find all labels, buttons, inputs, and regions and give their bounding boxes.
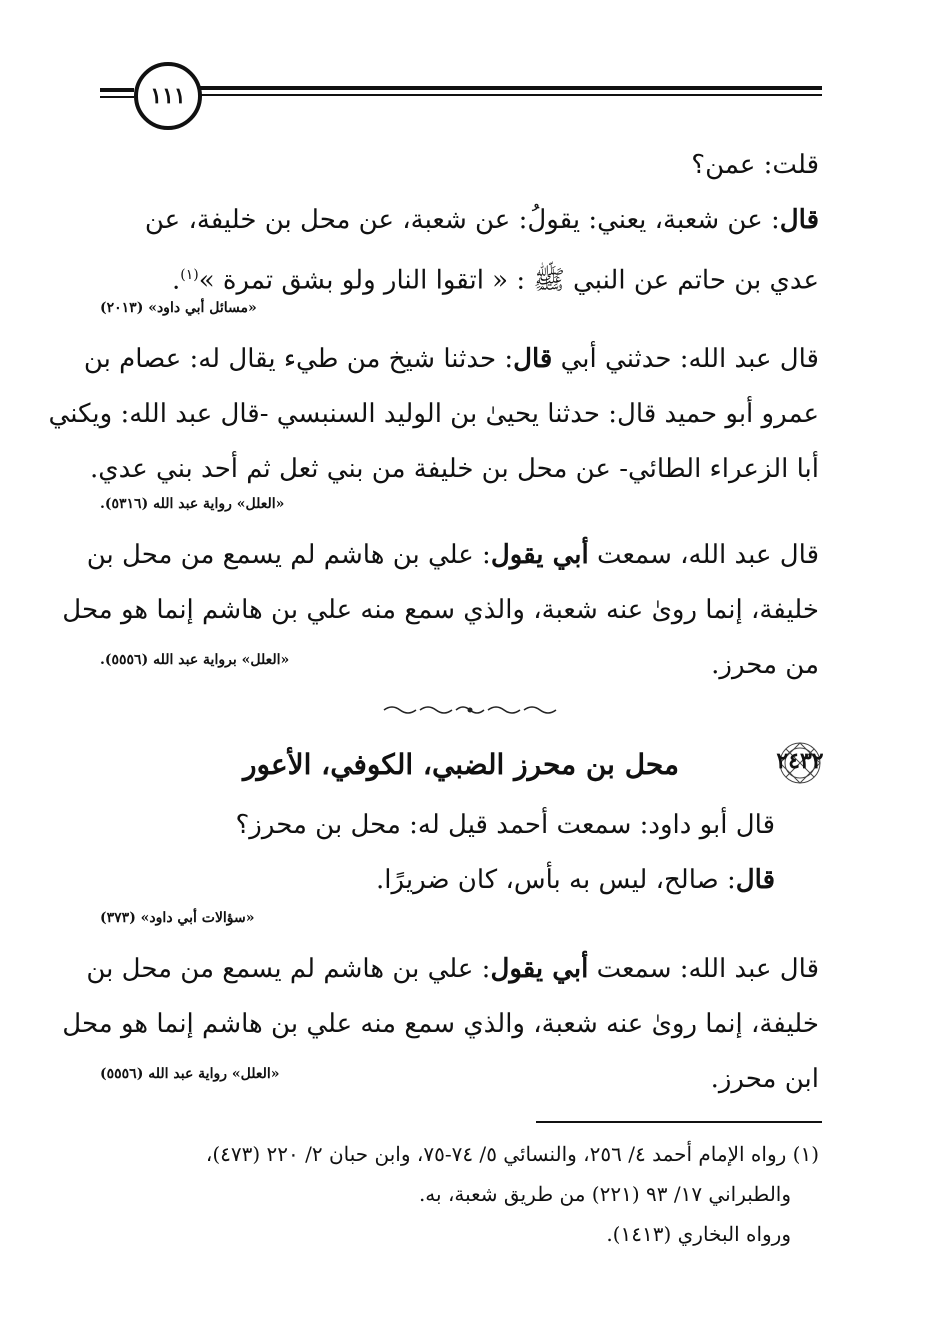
ornament-divider <box>380 703 560 717</box>
keyword-qal: قال <box>779 205 819 235</box>
paragraph-5 <box>62 942 819 1107</box>
text-span: : علي بن هاشم لم يسمع من محل بن <box>86 954 491 984</box>
source-citation: «العلل» رواية عبد الله (٥٣١٦). <box>100 496 285 512</box>
entry-title: محل بن محرز الضبي، الكوفي، الأعور <box>242 748 679 781</box>
text-span: قال عبد الله: حدثني أبي <box>552 344 819 374</box>
text-span: : عن شعبة، يعني: يقولُ: عن شعبة، عن محل بن خليفة، عن <box>144 205 780 235</box>
text-line <box>99 193 819 248</box>
text-line: خليفة، إنما روىٰ عنه شعبة، والذي سمع منه علي بن هاشم إنما هو محل <box>62 1009 819 1039</box>
keyword: أبي يقول <box>490 954 589 984</box>
paragraph-2 <box>48 332 819 497</box>
footnote-line: والطبراني ١٧/ ٩٣ (٢٢١) من طريق شعبة، به. <box>418 1182 791 1206</box>
keyword: قال <box>735 865 775 895</box>
text-line: خليفة، إنما روىٰ عنه شعبة، والذي سمع منه علي بن هاشم إنما هو محل <box>62 595 819 625</box>
text-line: قال أبو داود: سمعت أحمد قيل له: محل بن محرز؟ <box>235 810 775 840</box>
footnote-separator <box>536 1121 822 1123</box>
text-line <box>86 528 819 583</box>
footnote-reference: (١) <box>180 267 199 283</box>
keyword: قال <box>513 344 553 374</box>
keyword: أبي يقول <box>490 540 589 570</box>
source-citation: «العلل» رواية عبد الله (٥٥٥٦) <box>100 1066 280 1082</box>
text-line: ابن محرز. <box>710 1064 819 1094</box>
header-rule-left-thin <box>100 96 134 98</box>
text-line <box>95 853 775 908</box>
text-span: : حدثنا شيخ من طيء يقال له: عصام بن <box>83 344 514 374</box>
text-span: قال عبد الله، سمعت <box>588 540 819 570</box>
header-rule-left <box>100 88 134 92</box>
text-span: : علي بن هاشم لم يسمع من محل بن <box>86 540 491 570</box>
text-line: عدي بن حاتم عن النبي ﷺ : « اتقوا النار ولو بشق تمرة »$^{(١)}$. <box>171 265 819 296</box>
question-line: قلت: عمن؟ <box>691 150 819 180</box>
paragraph-1 <box>99 138 819 309</box>
text-line <box>86 942 819 997</box>
page-number: ١١١ <box>134 62 202 130</box>
footnote-line: ورواه البخاري (١٤١٣). <box>606 1222 791 1246</box>
footnote-line: (١) رواه الإمام أحمد ٤/ ٢٥٦، والنسائي ٥/ ٧٤-٧٥، وابن حبان ٢/ ٢٢٠ (٤٧٣)، <box>205 1142 819 1166</box>
text-line: أبا الزعراء الطائي- عن محل بن خليفة من بني ثعل ثم أحد بني عدي. <box>89 454 819 484</box>
source-citation: «سؤالات أبي داود» (٣٧٣) <box>100 910 255 926</box>
entry-number-badge <box>770 738 830 788</box>
text-line: عمرو أبو حميد قال: حدثنا يحيىٰ بن الوليد السنبسي -قال عبد الله: ويكني <box>48 399 819 429</box>
paragraph-4 <box>95 798 775 908</box>
text-span: : صالح، ليس به بأس، كان ضريرًا. <box>376 865 736 895</box>
text-line <box>83 332 819 387</box>
paragraph-3 <box>62 528 819 693</box>
header-rule-bottom <box>196 94 822 96</box>
entry-number: ٢٤٣٢ <box>776 748 824 774</box>
text-span: عدي بن حاتم عن النبي ﷺ : « اتقوا النار ولو بشق تمرة » <box>198 265 819 296</box>
page-header <box>100 60 822 130</box>
text-span: قال عبد الله: سمعت <box>588 954 819 984</box>
header-rule-top <box>196 86 822 90</box>
text-line: من محرز. <box>711 650 819 680</box>
source-citation: «العلل» برواية عبد الله (٥٥٥٦). <box>100 652 290 668</box>
source-citation: «مسائل أبي داود» (٢٠١٣) <box>100 300 257 316</box>
